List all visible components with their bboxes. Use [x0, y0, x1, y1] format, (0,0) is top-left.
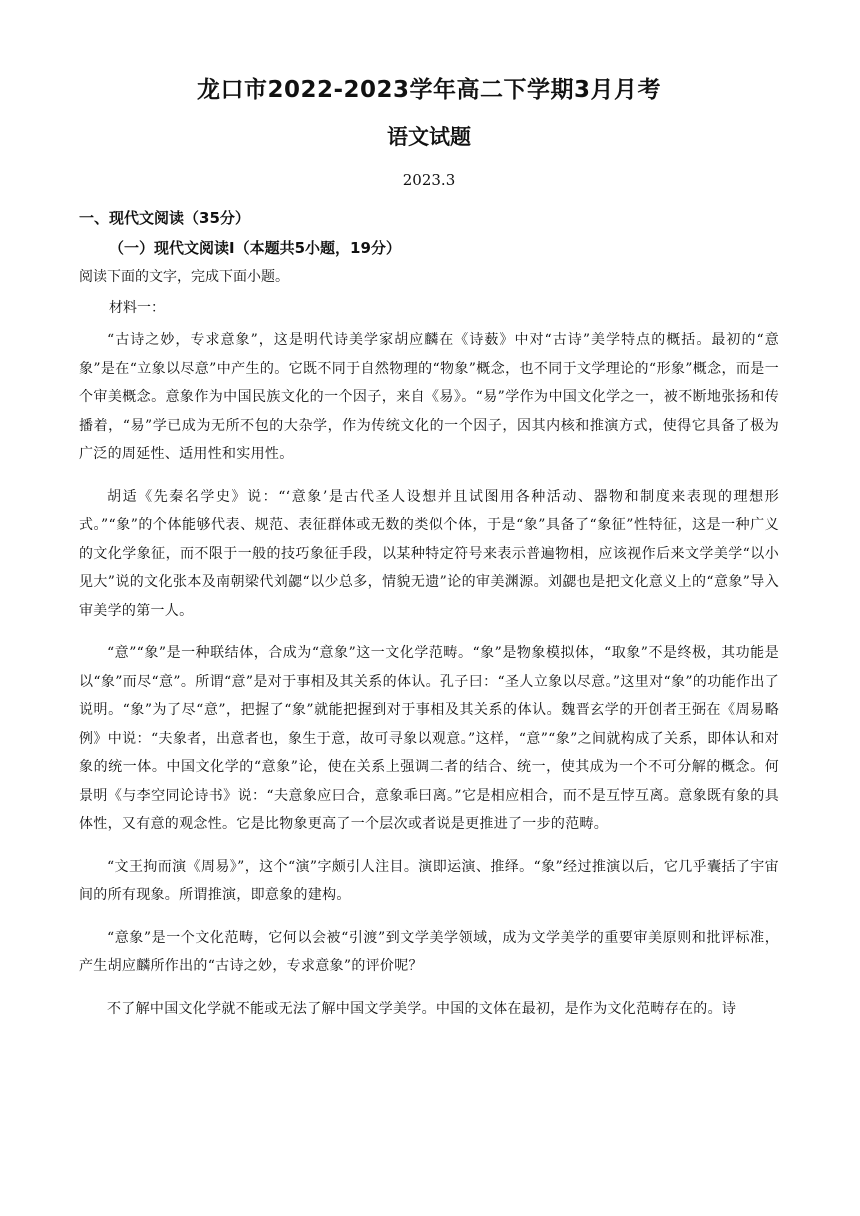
subsection-heading: （一）现代文阅读Ⅰ（本题共5小题，19分）: [109, 239, 401, 257]
document-page: [79, 70, 779, 1037]
paragraph-5: “意象”是一个文化范畴，它何以会被“引渡”到文学美学领域，成为文学美学的重要审美原则和批评标准，产生胡应麟所作出的“古诗之妙，专求意象”的评价呢？: [79, 929, 779, 974]
section-heading: 一、现代文阅读（35分）: [79, 209, 250, 227]
paragraph-6: 不了解中国文化学就不能或无法了解中国文学美学。中国的文体在最初，是作为文化范畴存在的。诗: [107, 1000, 737, 1017]
paragraph-2: 胡适《先秦名学史》说：“‘意象’是古代圣人设想并且试图用各种活动、器物和制度来表现的理想形式。”“象”的个体能够代表、规范、表征群体或无数的类似个体，于是“象”具备了“象征”性特征，这是一种广义的文化学象征，而不限于一般的技巧象征手段，以某种特定符号来表示普遍物相，应该视作后来文学美学“以小见大”说的文化张本及南朝梁代刘勰“以少总多，情貌无遗”论的审美渊源。刘勰也是把文化意义上的“意象”导入审美学的第一人。: [79, 488, 779, 619]
exam-subtitle: 语文试题: [387, 125, 471, 149]
material-label: 材料一：: [109, 300, 165, 316]
exam-date: 2023.3: [402, 171, 456, 189]
paragraph-3: “意”“象”是一种联结体，合成为“意象”这一文化学范畴。“象”是物象模拟体，“取象”不是终极，其功能是以“象”而尽“意”。所谓“意”是对于事相及其关系的体认。孔子曰：“圣人立象以尽意。”这里对“象”的功能作出了说明。“象”为了尽“意”，把握了“象”就能把握到对于事相及其关系的体认。魏晋玄学的开创者王弼在《周易略例》中说：“夫象者，出意者也，象生于意，故可寻象以观意。”这样，“意”“象”之间就构成了关系，即体认和对象的统一体。中国文化学的“意象”论，使在关系上强调二者的结合、统一，使其成为一个不可分解的概念。何景明《与李空同论诗书》说：“夫意象应曰合，意象乖曰离。”它是相应相合，而不是互悖互离。意象既有象的具体性，又有意的观念性。它是比物象更高了一个层次或者说是更推进了一步的范畴。: [79, 645, 779, 832]
reading-instruction: 阅读下面的文字，完成下面小题。: [79, 269, 289, 285]
exam-title: 龙口市2022-2023学年高二下学期3月月考: [196, 77, 662, 103]
paragraph-4: “文王拘而演《周易》”，这个“演”字颇引人注目。演即运演、推绎。“象”经过推演以后，它几乎囊括了宇宙间的所有现象。所谓推演，即意象的建构。: [79, 858, 779, 903]
paragraph-1: “古诗之妙，专求意象”，这是明代诗美学家胡应麟在《诗薮》中对“古诗”美学特点的概括。最初的“意象”是在“立象以尽意”中产生的。它既不同于自然物理的“物象”概念，也不同于文学理论的“形象”概念，而是一个审美概念。意象作为中国民族文化的一个因子，来自《易》。“易”学作为中国文化学之一，被不断地张扬和传播着，“易”学已成为无所不包的大杂学，作为传统文化的一个因子，因其内核和推演方式，使得它具备了极为广泛的周延性、适用性和实用性。: [79, 332, 779, 462]
